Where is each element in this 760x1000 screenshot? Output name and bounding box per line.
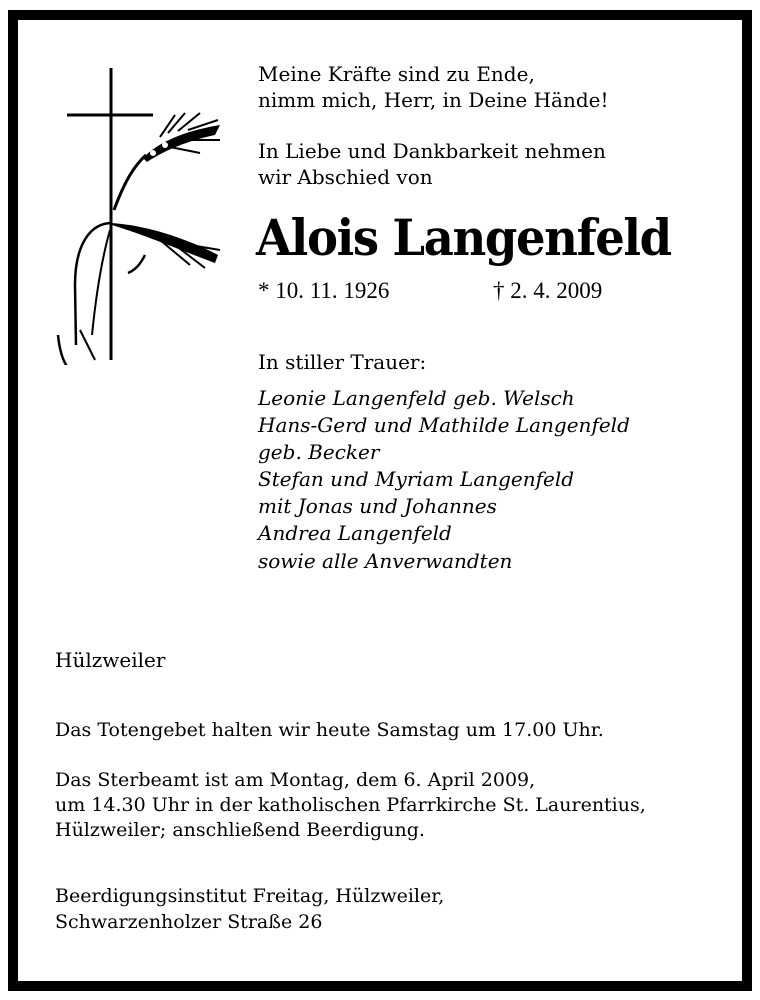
death-date: † 2. 4. 2009	[493, 278, 603, 303]
verse-line: Meine Kräfte sind zu Ende,	[258, 62, 535, 86]
deceased-name: Alois Langenfeld	[256, 208, 671, 267]
mourner-line: Stefan und Myriam Langenfeld	[258, 467, 575, 491]
prayer-notice: Das Totengebet halten wir heute Samstag um 17.00 Uhr.	[55, 719, 604, 741]
mass-line: Das Sterbeamt ist am Montag, dem 6. April 2009,	[55, 769, 536, 791]
intro-line: wir Abschied von	[258, 165, 433, 189]
mourner-line: Hans-Gerd und Mathilde Langenfeld	[258, 413, 630, 437]
mass-line: Hülzweiler; anschließend Beerdigung.	[55, 819, 425, 841]
undertaker-line: Beerdigungsinstitut Freitag, Hülzweiler,	[55, 885, 445, 907]
mourners-heading: In stiller Trauer:	[258, 350, 427, 374]
mourner-line: sowie alle Anverwandten	[258, 549, 513, 573]
mass-line: um 14.30 Uhr in der katholischen Pfarrkirche St. Laurentius,	[55, 794, 646, 816]
verse-line: nimm mich, Herr, in Deine Hände!	[258, 88, 609, 112]
mourner-line: Andrea Langenfeld	[258, 521, 452, 545]
mourner-line: mit Jonas und Johannes	[258, 494, 497, 518]
mourner-line: geb. Becker	[258, 440, 380, 464]
undertaker-line: Schwarzenholzer Straße 26	[55, 911, 323, 933]
birth-date: * 10. 11. 1926	[258, 278, 390, 303]
place: Hülzweiler	[55, 648, 166, 672]
cross-wheat-icon	[50, 65, 230, 365]
mourner-line: Leonie Langenfeld geb. Welsch	[258, 386, 575, 410]
intro-line: In Liebe und Dankbarkeit nehmen	[258, 139, 606, 163]
